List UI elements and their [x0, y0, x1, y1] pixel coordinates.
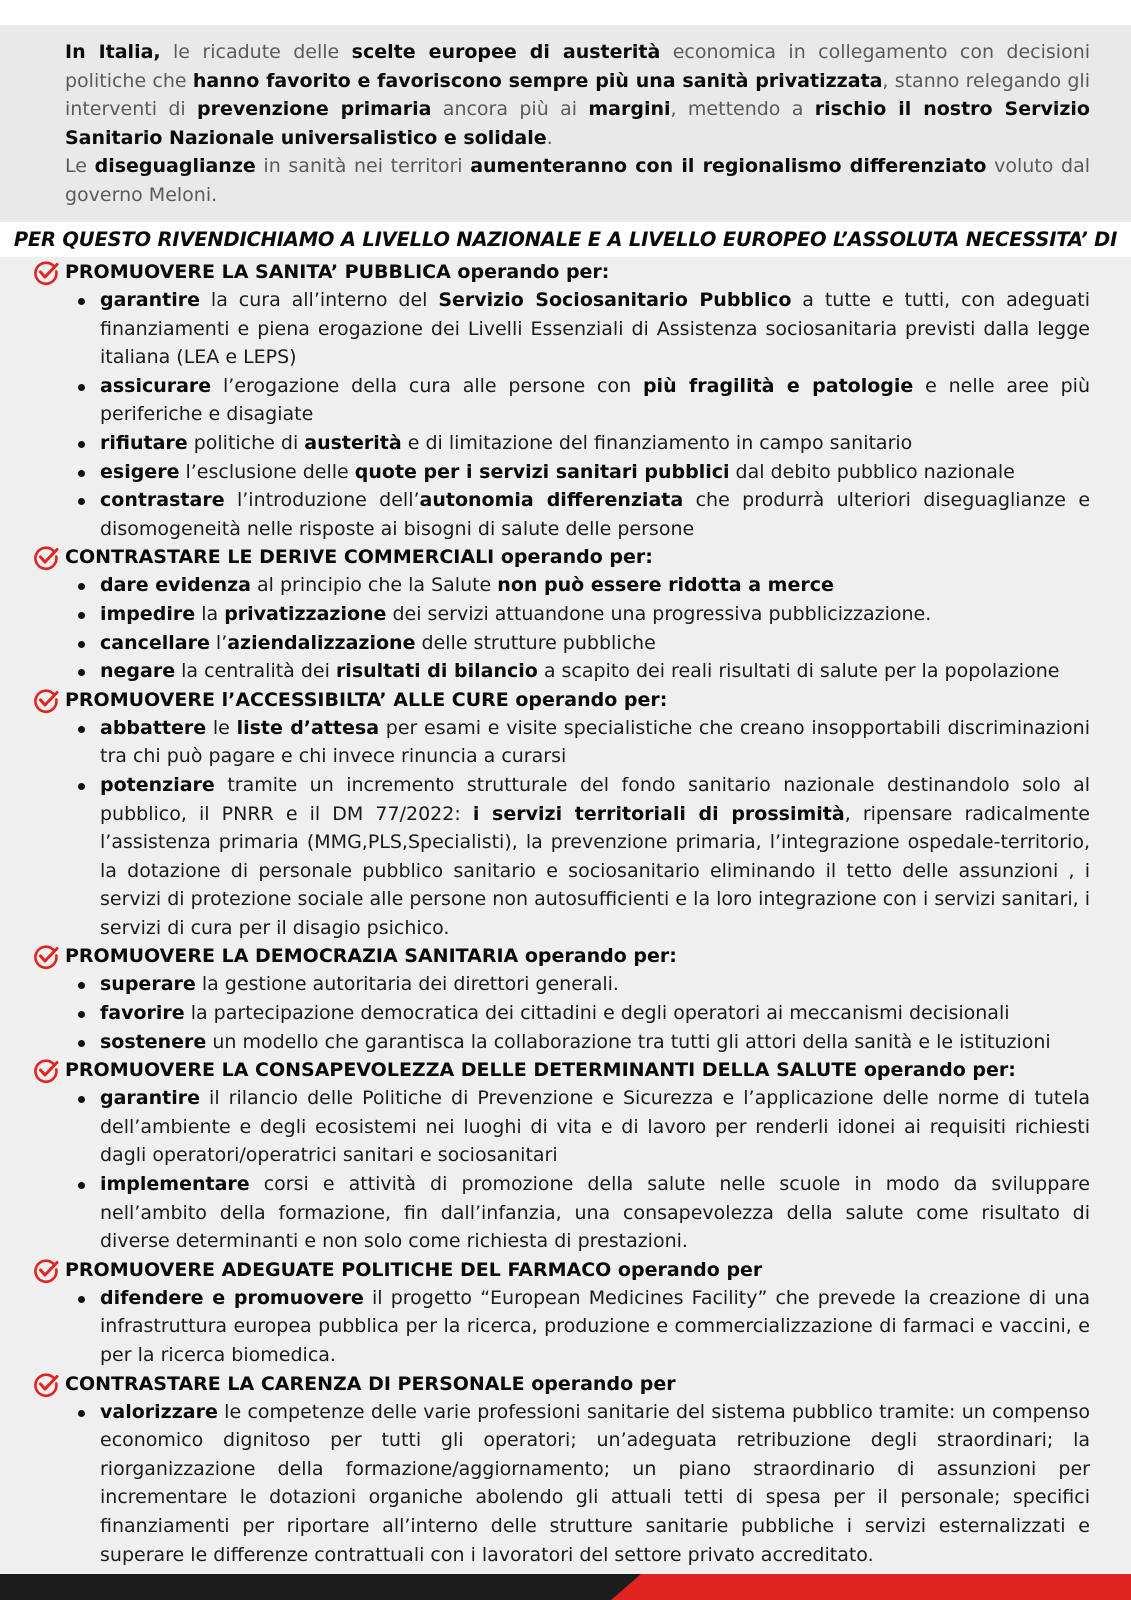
text-run: Le [65, 155, 95, 178]
bold-text: Servizio Sociosanitario Pubblico [438, 289, 792, 311]
demand-section [0, 1370, 1131, 1570]
bold-text: quote per i servizi sanitari pubblici [354, 460, 730, 483]
text-run: la cura all’interno del [200, 289, 439, 311]
text-run: le ricadute delle [160, 41, 352, 63]
section-title [0, 543, 1131, 571]
bullet-list [0, 1284, 1131, 1370]
bold-text: impedire [100, 602, 196, 625]
text-run: l’ [209, 631, 228, 654]
demands-list [0, 258, 1131, 1578]
bold-text: cancellare [100, 631, 210, 654]
bold-text: rischio il nostro Servizio Sanitario Nazionale universalistico e solidale [65, 98, 1090, 149]
bold-text: garantire [100, 1087, 200, 1110]
headline: PER QUESTO RIVENDICHIAMO A LIVELLO NAZIONALE E A LIVELLO EUROPEO L’ASSOLUTA NECESSITA’ DI [0, 222, 1131, 257]
bold-text: assicurare [100, 374, 212, 397]
bold-text: potenziare [100, 773, 215, 796]
section-title-text: CONTRASTARE LA CARENZA DI PERSONALE operando per [65, 1372, 676, 1395]
text-run: politiche di [187, 431, 305, 454]
bold-text: contrastare [100, 489, 225, 512]
text-run: al principio che la Salute [250, 574, 498, 597]
bullet-list [0, 1084, 1131, 1256]
intro-paragraph [65, 38, 1090, 152]
bold-text: rifiutare [100, 431, 188, 454]
demand-section [0, 942, 1131, 1056]
text-run: ancora più ai [431, 98, 589, 121]
bold-text: austerità [304, 431, 402, 454]
list-item [100, 714, 1090, 771]
check-circle-icon [32, 1057, 60, 1085]
bullet-list [0, 714, 1131, 943]
text-run: l’introduzione dell’ [224, 489, 420, 512]
list-item [100, 1284, 1090, 1370]
text-run: l’esclusione delle [179, 460, 355, 483]
bold-text: esigere [100, 460, 180, 483]
demand-section [0, 543, 1131, 685]
text-run: delle strutture pubbliche [415, 631, 656, 654]
text-run: l’erogazione della cura alle persone con [211, 374, 643, 397]
text-run: la gestione autoritaria dei direttori generali. [195, 973, 619, 996]
list-item [100, 1398, 1090, 1570]
list-item [100, 458, 1090, 487]
text-run: per esami e visite specialistiche che creano insopportabili discriminazioni tra chi può pagare e chi invece rinuncia a curarsi [100, 716, 1090, 768]
list-item [100, 970, 1090, 999]
text-run: le competenze delle varie professioni sanitarie del sistema pubblico tramite: un compenso economico dignitoso per tutti gli operatori; un’adeguata retribuzione degli straordinari; la riorganizzazione della formazione/aggiornamento; un piano straordinario di assunzioni per incrementare le dotazioni organiche abolendo gli attuali tetti di spesa per il personale; specifici finanziamenti per riportare all’interno delle strutture sanitarie pubbliche i servizi esternalizzati e superare le differenze contrattuali con i lavoratori del settore privato accreditato. [100, 1400, 1090, 1566]
text-run: , ripensare radicalmente l’assistenza primaria (MMG,PLS,Specialisti), la prevenzione primaria, l’integrazione ospedale-territorio, la dotazione di personale pubblico sanitario e sociosanitario eliminando il tetto delle assunzioni , i servizi di protezione sociale alle persone non autosufficienti e la loro integrazione con i servizi sanitari, i servizi di cura per il disagio psichico. [100, 802, 1091, 939]
top-strip [0, 0, 1131, 25]
check-circle-icon [32, 1257, 60, 1285]
text-run: in sanità nei territori [255, 155, 471, 178]
list-item [100, 771, 1090, 943]
section-title-text: PROMUOVERE ADEGUATE POLITICHE DEL FARMACO operando per [65, 1258, 763, 1281]
bold-text: diseguaglianze [94, 155, 256, 178]
text-run: voluto dal governo Meloni. [65, 155, 1091, 206]
intro-box [0, 25, 1131, 220]
demand-section [0, 258, 1131, 543]
bold-text: In Italia, [65, 41, 161, 63]
demand-section [0, 1056, 1131, 1256]
text-run: dei servizi attuandone una progressiva pubblicizzazione. [386, 602, 932, 625]
section-title-text: CONTRASTARE LE DERIVE COMMERCIALI operando per: [65, 546, 653, 569]
section-title [0, 258, 1131, 286]
section-title [0, 1056, 1131, 1084]
list-item [100, 429, 1090, 458]
text-run: . [546, 126, 553, 149]
list-item [100, 1028, 1090, 1057]
section-title-text: PROMUOVERE LA CONSAPEVOLEZZA DELLE DETERMINANTI DELLA SALUTE operando per: [65, 1059, 1016, 1082]
bold-text: liste d’attesa [236, 716, 380, 739]
bold-text: sostenere [100, 1030, 207, 1053]
section-title [0, 942, 1131, 970]
bold-text: implementare [100, 1173, 250, 1196]
section-title-text: PROMUOVERE LA SANITA’ PUBBLICA operando per: [65, 261, 610, 283]
text-run: a tutte e tutti, con adeguati finanziamenti e piena erogazione dei Livelli Essenziali di Assistenza sociosanitaria previsti dalla legge italiana (LEA e LEPS) [100, 289, 1091, 369]
text-run: economica in collegamento con decisioni politiche che [65, 41, 1091, 92]
text-run: tramite un incremento strutturale del fondo sanitario nazionale destinandolo solo al pubblico, il PNRR e il DM 77/2022: [100, 773, 1090, 825]
bold-text: difendere e promuovere [100, 1286, 364, 1309]
bold-text: privatizzazione [224, 602, 387, 625]
text-run: le [206, 716, 237, 739]
text-run: un modello che garantisca la collaborazione tra tutti gli attori della sanità e le istituzioni [206, 1030, 1051, 1053]
list-item [100, 999, 1090, 1028]
section-title [0, 1256, 1131, 1284]
demand-section [0, 1256, 1131, 1370]
bold-text: valorizzare [100, 1400, 218, 1423]
bold-text: abbattere [100, 716, 207, 739]
bold-text: dare evidenza [100, 574, 251, 597]
list-item [100, 372, 1090, 429]
bold-text: i servizi territoriali di prossimità [472, 802, 845, 825]
footer-band [0, 1574, 1131, 1600]
bullet-list [0, 1398, 1131, 1570]
bold-text: negare [100, 660, 176, 683]
bold-text: autonomia differenziata [419, 489, 684, 512]
list-item [100, 1170, 1090, 1256]
text-run: il rilancio delle Politiche di Prevenzione e Sicurezza e l’applicazione delle norme di tutela dell’ambiente e degli ecosistemi nei luoghi di vita e di lavoro per renderli idonei ai requisiti richiesti dagli operatori/operatrici sanitari e sociosanitari [100, 1087, 1090, 1167]
text-run: la [195, 602, 225, 625]
text-run: il progetto “European Medicines Facility” che prevede la creazione di una infrastruttura europea pubblica per la ricerca, produzione e commercializzazione di farmaci e vaccini, e per la ricerca biomedica. [100, 1286, 1090, 1366]
section-title-text: PROMUOVERE l’ACCESSIBILTA’ ALLE CURE operando per: [65, 688, 668, 711]
text-run: dal debito pubblico nazionale [729, 460, 1015, 483]
text-run: che produrrà ulteriori diseguaglianze e disomogeneità nelle risposte ai bisogni di salute delle persone [100, 489, 1091, 540]
demand-section [0, 686, 1131, 943]
check-circle-icon [32, 1371, 60, 1399]
check-circle-icon [32, 544, 60, 572]
list-item [100, 1084, 1090, 1170]
text-run: , mettendo a [670, 98, 815, 121]
bullet-list [0, 970, 1131, 1056]
list-item [100, 600, 1090, 629]
list-item [100, 571, 1090, 600]
bold-text: più fragilità e patologie [642, 374, 914, 397]
bold-text: prevenzione primaria [197, 98, 432, 121]
text-run: , stanno relegando gli interventi di [65, 69, 1090, 121]
check-circle-icon [32, 687, 60, 715]
bold-text: hanno favorito e favoriscono sempre più una sanità privatizzata [192, 69, 883, 92]
intro-paragraph [65, 152, 1090, 209]
check-circle-icon [32, 943, 60, 971]
bullet-list [0, 286, 1131, 543]
list-item [100, 286, 1090, 372]
check-circle-icon [32, 259, 60, 287]
bold-text: margini [588, 98, 671, 121]
bold-text: non può essere ridotta a merce [497, 574, 834, 597]
text-run: la centralità dei [175, 660, 336, 683]
bold-text: garantire [100, 289, 200, 311]
text-run: e di limitazione del finanziamento in campo sanitario [401, 431, 913, 454]
bold-text: aziendalizzazione [227, 631, 416, 654]
bold-text: scelte europee di austerità [351, 41, 661, 63]
list-item [100, 486, 1090, 543]
bullet-list [0, 571, 1131, 685]
bold-text: risultati di bilancio [335, 660, 538, 683]
list-item [100, 657, 1090, 686]
bold-text: superare [100, 973, 196, 996]
intro-text [65, 38, 1090, 210]
text-run: corsi e attività di promozione della salute nelle scuole in modo da sviluppare nell’ambito della formazione, fin dall’infanzia, una consapevolezza della salute come risultato di diverse determinanti e non solo come richiesta di prestazioni. [100, 1173, 1090, 1253]
text-run: a scapito dei reali risultati di salute per la popolazione [537, 660, 1060, 683]
bold-text: favorire [100, 1002, 185, 1025]
footer-red-accent [611, 1574, 1131, 1600]
list-item [100, 629, 1090, 658]
section-title-text: PROMUOVERE LA DEMOCRAZIA SANITARIA operando per: [65, 945, 677, 968]
text-run: e nelle aree più periferiche e disagiate [100, 374, 1091, 426]
bold-text: aumenteranno con il regionalismo differenziato [470, 155, 987, 178]
section-title [0, 686, 1131, 714]
text-run: la partecipazione democratica dei cittadini e degli operatori ai meccanismi decisionali [184, 1002, 1010, 1025]
section-title [0, 1370, 1131, 1398]
